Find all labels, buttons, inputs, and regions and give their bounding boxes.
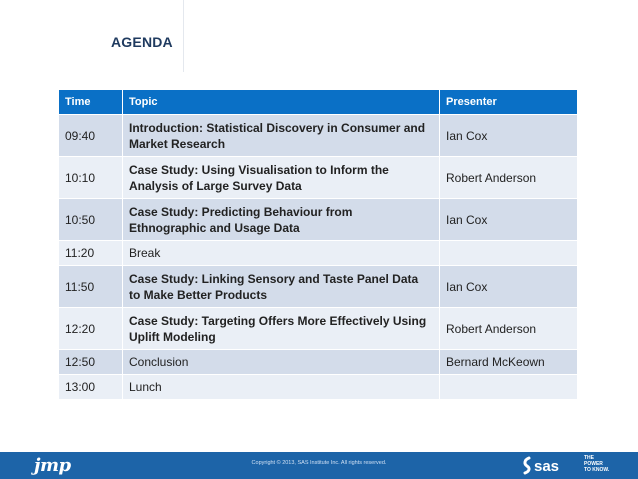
topic-line: Case Study: Predicting Behaviour from	[129, 204, 353, 219]
sas-tagline	[584, 455, 624, 473]
table-row	[59, 241, 578, 266]
cell-time: 11:50	[59, 266, 123, 308]
cell-time: 10:50	[59, 199, 123, 241]
column-header-presenter: Presenter	[440, 90, 578, 115]
sas-logo-text: sas	[534, 458, 560, 475]
tagline-line: POWER	[584, 461, 603, 467]
cell-time: 13:00	[59, 375, 123, 400]
table-row	[59, 266, 578, 308]
topic-line: Case Study: Using Visualisation to Inform the	[129, 162, 389, 177]
cell-presenter: Ian Cox	[440, 115, 578, 157]
cell-presenter: Robert Anderson	[440, 308, 578, 350]
cell-topic	[123, 199, 440, 241]
table-row	[59, 375, 578, 400]
topic-line: Market Research	[129, 136, 226, 151]
cell-topic	[123, 308, 440, 350]
cell-topic	[123, 115, 440, 157]
table-row	[59, 199, 578, 241]
cell-presenter: Ian Cox	[440, 266, 578, 308]
cell-presenter	[440, 375, 578, 400]
topic-line: Case Study: Linking Sensory and Taste Panel Data	[129, 271, 419, 286]
cell-presenter: Ian Cox	[440, 199, 578, 241]
topic-line: Analysis of Large Survey Data	[129, 178, 302, 193]
column-header-topic: Topic	[123, 90, 440, 115]
table-row	[59, 115, 578, 157]
cell-time: 10:10	[59, 157, 123, 199]
cell-presenter: Robert Anderson	[440, 157, 578, 199]
cell-topic: Break	[123, 241, 440, 266]
cell-topic	[123, 266, 440, 308]
table-header-row	[59, 90, 578, 115]
cell-topic: Lunch	[123, 375, 440, 400]
tagline-line: TO KNOW.	[584, 467, 610, 473]
cell-time: 12:50	[59, 350, 123, 375]
topic-line: Ethnographic and Usage Data	[129, 220, 300, 235]
cell-time: 09:40	[59, 115, 123, 157]
agenda-table	[58, 89, 578, 400]
copyright-text: Copyright © 2013, SAS Institute Inc. All rights reserved.	[251, 460, 387, 466]
cell-time: 11:20	[59, 241, 123, 266]
table-row	[59, 157, 578, 199]
topic-line: Introduction: Statistical Discovery in Consumer and	[129, 120, 426, 135]
table-row	[59, 308, 578, 350]
cell-topic	[123, 157, 440, 199]
topic-line: Case Study: Targeting Offers More Effectively Using	[129, 313, 427, 328]
topic-line: to Make Better Products	[129, 287, 268, 302]
slide-title: AGENDA	[111, 34, 173, 50]
cell-topic: Conclusion	[123, 350, 440, 375]
column-header-time: Time	[59, 90, 123, 115]
cell-presenter: Bernard McKeown	[440, 350, 578, 375]
divider-line	[183, 0, 184, 72]
cell-presenter	[440, 241, 578, 266]
jmp-logo: jmp	[34, 455, 71, 476]
footer-bar	[0, 452, 638, 479]
table-row	[59, 350, 578, 375]
topic-line: Uplift Modeling	[129, 329, 216, 344]
sas-logo	[521, 456, 577, 475]
cell-time: 12:20	[59, 308, 123, 350]
tagline-line: THE	[584, 455, 594, 461]
